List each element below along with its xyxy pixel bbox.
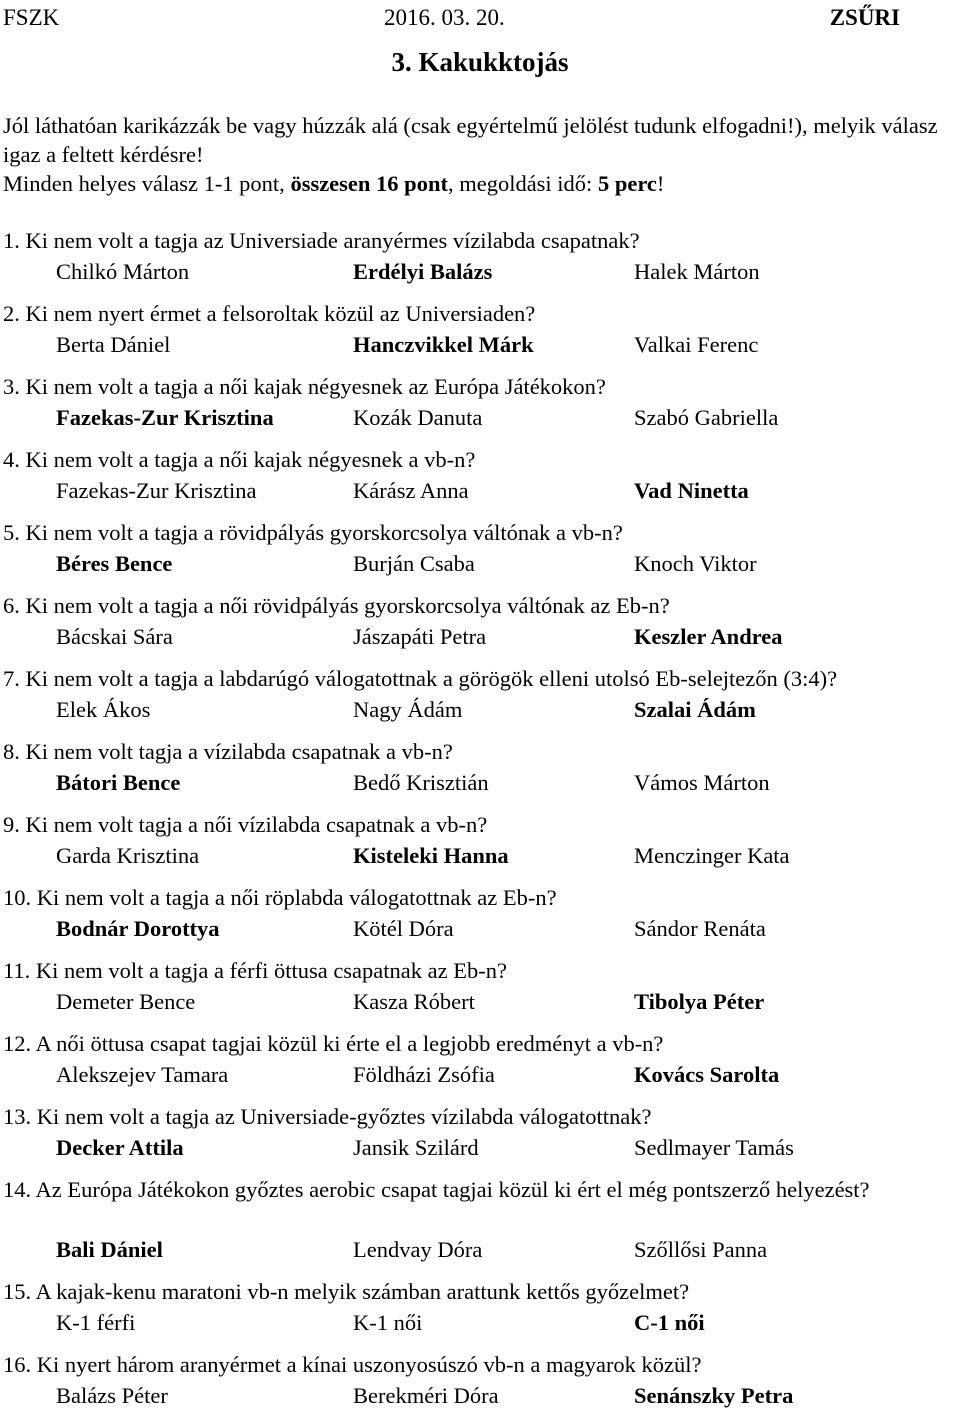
header-organization: FSZK bbox=[3, 5, 60, 30]
answer-options bbox=[3, 548, 957, 579]
answer-options bbox=[3, 1380, 957, 1411]
instructions-line-1: Jól láthatóan karikázzák be vagy húzzák alá (csak egyértelmű jelölést tudunk elfogadni!), melyik válasz igaz a feltett kérdésre! bbox=[3, 113, 938, 167]
answer-option-a[interactable]: Fazekas-Zur Krisztina bbox=[56, 478, 257, 503]
time-limit: 5 perc bbox=[597, 171, 657, 196]
answer-option-b[interactable]: Berekméri Dóra bbox=[353, 1383, 499, 1408]
answer-option-b[interactable]: Jansik Szilárd bbox=[353, 1135, 479, 1160]
answer-options bbox=[3, 329, 957, 360]
question-11 bbox=[3, 956, 957, 1029]
question-8 bbox=[3, 737, 957, 810]
answer-option-a[interactable]: Bácskai Sára bbox=[56, 624, 173, 649]
answer-option-a[interactable]: Alekszejev Tamara bbox=[56, 1062, 229, 1087]
answer-option-a[interactable]: Fazekas-Zur Krisztina bbox=[56, 405, 274, 430]
answer-option-a[interactable]: Garda Krisztina bbox=[56, 843, 200, 868]
answer-option-b[interactable]: Földházi Zsófia bbox=[353, 1062, 495, 1087]
question-text: 13. Ki nem volt a tagja az Universiade-győztes vízilabda válogatottnak? bbox=[3, 1104, 652, 1129]
header-date: 2016. 03. 20. bbox=[384, 5, 505, 30]
header-role: ZSŰRI bbox=[829, 5, 900, 30]
answer-option-b[interactable]: Kárász Anna bbox=[353, 478, 469, 503]
answer-options bbox=[3, 621, 957, 652]
answer-option-c[interactable]: Tibolya Péter bbox=[634, 989, 765, 1014]
question-text: 11. Ki nem volt a tagja a férfi öttusa csapatnak az Eb-n? bbox=[3, 958, 507, 983]
page-header bbox=[3, 3, 900, 33]
answer-options bbox=[3, 840, 957, 871]
question-text: 6. Ki nem volt a tagja a női rövidpályás gyorskorcsolya váltónak az Eb-n? bbox=[3, 593, 670, 618]
question-text: 16. Ki nyert három aranyérmet a kínai uszonyosúszó vb-n a magyarok közül? bbox=[3, 1352, 702, 1377]
answer-option-c[interactable]: Szalai Ádám bbox=[634, 697, 756, 722]
question-text: 10. Ki nem volt a tagja a női röplabda válogatottnak az Eb-n? bbox=[3, 885, 557, 910]
answer-option-b[interactable]: Lendvay Dóra bbox=[353, 1237, 483, 1262]
question-list bbox=[3, 226, 957, 1423]
question-text: 14. Az Európa Játékokon győztes aerobic csapat tagjai közül ki ért el még pontszerző helyezést? bbox=[3, 1177, 870, 1202]
question-text: 8. Ki nem volt tagja a vízilabda csapatnak a vb-n? bbox=[3, 739, 453, 764]
question-16 bbox=[3, 1350, 957, 1423]
question-6 bbox=[3, 591, 957, 664]
question-text: 2. Ki nem nyert érmet a felsoroltak közül az Universiaden? bbox=[3, 301, 536, 326]
answer-option-b[interactable]: Kötél Dóra bbox=[353, 916, 454, 941]
answer-option-b[interactable]: Burján Csaba bbox=[353, 551, 475, 576]
question-3 bbox=[3, 372, 957, 445]
question-15 bbox=[3, 1277, 957, 1350]
answer-option-c[interactable]: Vámos Márton bbox=[634, 770, 770, 795]
answer-option-c[interactable]: Valkai Ferenc bbox=[634, 332, 759, 357]
answer-option-a[interactable]: Demeter Bence bbox=[56, 989, 196, 1014]
answer-option-b[interactable]: Jászapáti Petra bbox=[353, 624, 487, 649]
answer-option-b[interactable]: Nagy Ádám bbox=[353, 697, 463, 722]
question-text: 12. A női öttusa csapat tagjai közül ki érte el a legjobb eredményt a vb-n? bbox=[3, 1031, 664, 1056]
answer-option-a[interactable]: K-1 férfi bbox=[56, 1310, 136, 1335]
answer-option-c[interactable]: Halek Márton bbox=[634, 259, 760, 284]
answer-option-b[interactable]: Erdélyi Balázs bbox=[353, 259, 493, 284]
answer-option-b[interactable]: Bedő Krisztián bbox=[353, 770, 489, 795]
answer-option-a[interactable]: Balázs Péter bbox=[56, 1383, 168, 1408]
answer-options bbox=[3, 767, 957, 798]
question-13 bbox=[3, 1102, 957, 1175]
page-title: 3. Kakukktojás bbox=[391, 47, 569, 77]
answer-option-c[interactable]: Kovács Sarolta bbox=[634, 1062, 780, 1087]
answer-options bbox=[3, 1132, 957, 1163]
question-5 bbox=[3, 518, 957, 591]
instructions-text: Minden helyes válasz 1-1 pont, bbox=[3, 171, 291, 196]
answer-option-b[interactable]: Hanczvikkel Márk bbox=[353, 332, 534, 357]
question-9 bbox=[3, 810, 957, 883]
instructions bbox=[3, 111, 957, 198]
question-10 bbox=[3, 883, 957, 956]
answer-options bbox=[3, 1307, 957, 1338]
question-2 bbox=[3, 299, 957, 372]
answer-options bbox=[3, 475, 957, 506]
answer-option-c[interactable]: Menczinger Kata bbox=[634, 843, 790, 868]
answer-options bbox=[3, 694, 957, 725]
question-text: 5. Ki nem volt a tagja a rövidpályás gyorskorcsolya váltónak a vb-n? bbox=[3, 520, 623, 545]
answer-options bbox=[3, 402, 957, 433]
answer-option-c[interactable]: Vad Ninetta bbox=[634, 478, 749, 503]
instructions-line-2 bbox=[3, 169, 957, 198]
answer-option-a[interactable]: Elek Ákos bbox=[56, 697, 151, 722]
answer-options bbox=[3, 913, 957, 944]
answer-option-a[interactable]: Berta Dániel bbox=[56, 332, 171, 357]
question-text: 3. Ki nem volt a tagja a női kajak négyesnek az Európa Játékokon? bbox=[3, 374, 606, 399]
instructions-text: , megoldási idő: bbox=[447, 171, 598, 196]
answer-option-a[interactable]: Béres Bence bbox=[56, 551, 173, 576]
answer-option-a[interactable]: Bali Dániel bbox=[56, 1237, 163, 1262]
question-14 bbox=[3, 1175, 957, 1277]
answer-options bbox=[3, 1059, 957, 1090]
question-text: 1. Ki nem volt a tagja az Universiade aranyérmes vízilabda csapatnak? bbox=[3, 228, 640, 253]
answer-option-c[interactable]: C-1 női bbox=[634, 1310, 705, 1335]
answer-option-a[interactable]: Decker Attila bbox=[56, 1135, 184, 1160]
answer-option-c[interactable]: Szabó Gabriella bbox=[634, 405, 779, 430]
question-text: 15. A kajak-kenu maratoni vb-n melyik számban arattunk kettős győzelmet? bbox=[3, 1279, 690, 1304]
answer-option-b[interactable]: Kasza Róbert bbox=[353, 989, 475, 1014]
answer-option-c[interactable]: Senánszky Petra bbox=[634, 1383, 794, 1408]
answer-option-b[interactable]: K-1 női bbox=[353, 1310, 423, 1335]
answer-options bbox=[3, 1234, 957, 1265]
answer-option-a[interactable]: Chilkó Márton bbox=[56, 259, 190, 284]
answer-option-b[interactable]: Kozák Danuta bbox=[353, 405, 483, 430]
question-7 bbox=[3, 664, 957, 737]
answer-options bbox=[3, 986, 957, 1017]
question-text: 7. Ki nem volt a tagja a labdarúgó válogatottnak a görögök elleni utolsó Eb-selejtezőn (3:4)? bbox=[3, 666, 838, 691]
question-4 bbox=[3, 445, 957, 518]
answer-option-a[interactable]: Bátori Bence bbox=[56, 770, 181, 795]
question-text: 4. Ki nem volt a tagja a női kajak négyesnek a vb-n? bbox=[3, 447, 476, 472]
answer-option-c[interactable]: Keszler Andrea bbox=[634, 624, 783, 649]
answer-option-c[interactable]: Sándor Renáta bbox=[634, 916, 766, 941]
question-text: 9. Ki nem volt tagja a női vízilabda csapatnak a vb-n? bbox=[3, 812, 488, 837]
total-points: összesen 16 pont bbox=[290, 171, 448, 196]
instructions-text: ! bbox=[656, 171, 665, 196]
answer-option-c[interactable]: Knoch Viktor bbox=[634, 551, 757, 576]
question-1 bbox=[3, 226, 957, 299]
answer-option-c[interactable]: Szőllősi Panna bbox=[634, 1237, 768, 1262]
question-12 bbox=[3, 1029, 957, 1102]
answer-option-b[interactable]: Kisteleki Hanna bbox=[353, 843, 509, 868]
answer-option-a[interactable]: Bodnár Dorottya bbox=[56, 916, 220, 941]
answer-option-c[interactable]: Sedlmayer Tamás bbox=[634, 1135, 794, 1160]
answer-options bbox=[3, 256, 957, 287]
